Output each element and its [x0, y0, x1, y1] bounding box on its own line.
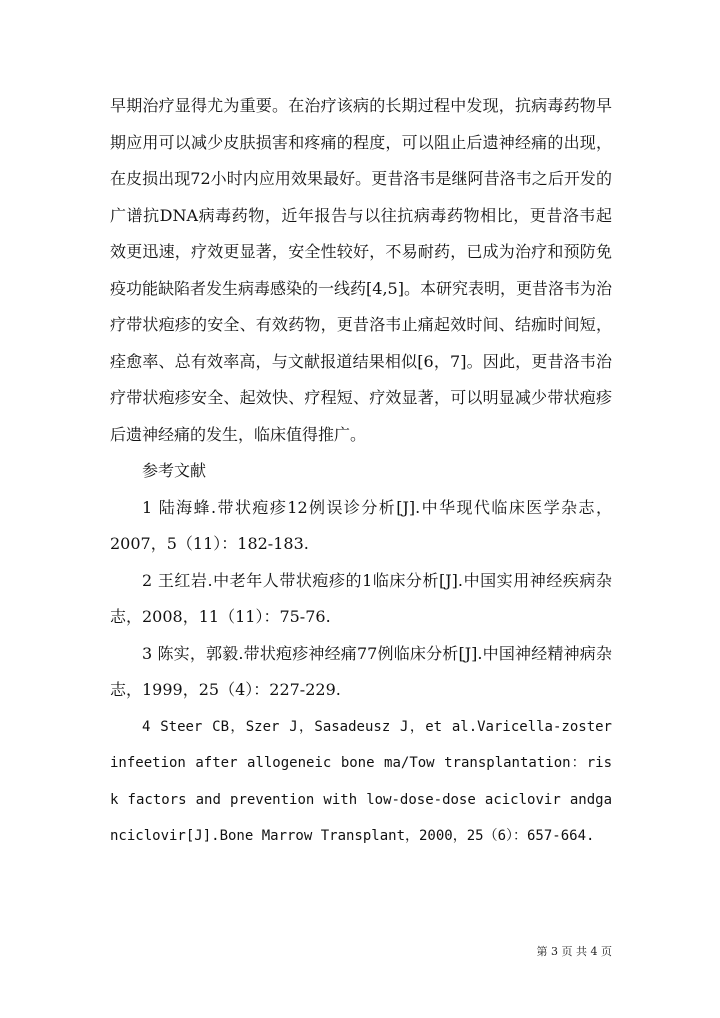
reference-item-1: 1 陆海蜂.带状疱疹12例误诊分析[J].中华现代临床医学杂志，2007，5（11）：182-183.	[110, 497, 612, 553]
reference-item-4: 4 Steer CB，Szer J，Sasadeusz J，et al.Varicella-zoster infeetion after allogeneic bone ma/Tow transplantation：risk factors and prevention with low-dose-dose aciclovir andganciclovir[J].Bone Marrow Transplant，2000，25（6）：657-664.	[110, 718, 612, 844]
page-number-footer: 第 3 页 共 4 页	[536, 945, 612, 958]
discussion-paragraph: 早期治疗显得尤为重要。在治疗该病的长期过程中发现，抗病毒药物早期应用可以减少皮肤损害和疼痛的程度，可以阻止后遗神经痛的出现，在皮损出现72小时内应用效果最好。更昔洛韦是继阿昔洛韦之后开发的广谱抗DNA病毒药物，近年报告与以往抗病毒药物相比，更昔洛韦起效更迅速，疗效更显著，安全性较好，不易耐药，已成为治疗和预防免疫功能缺陷者发生病毒感染的一线药[4,5]。本研究表明，更昔洛韦为治疗带状疱疹的安全、有效药物，更昔洛韦止痛起效时间、结痂时间短，痊愈率、总有效率高，与文献报道结果相似[6，7]。因此，更昔洛韦治疗带状疱疹安全、起效快、疗程短、疗效显著，可以明显减少带状疱疹后遗神经痛的发生，临床值得推广。	[110, 96, 612, 444]
references-heading: 参考文献	[142, 461, 207, 480]
document-body	[110, 88, 612, 855]
reference-item-2: 2 王红岩.中老年人带状疱疹的1临床分析[J].中国实用神经疾病杂志，2008，11（11）：75-76.	[110, 570, 612, 626]
reference-item-3: 3 陈实，郭毅.带状疱疹神经痛77例临床分析[J].中国神经精神病杂志，1999，25（4）：227-229.	[110, 643, 612, 699]
